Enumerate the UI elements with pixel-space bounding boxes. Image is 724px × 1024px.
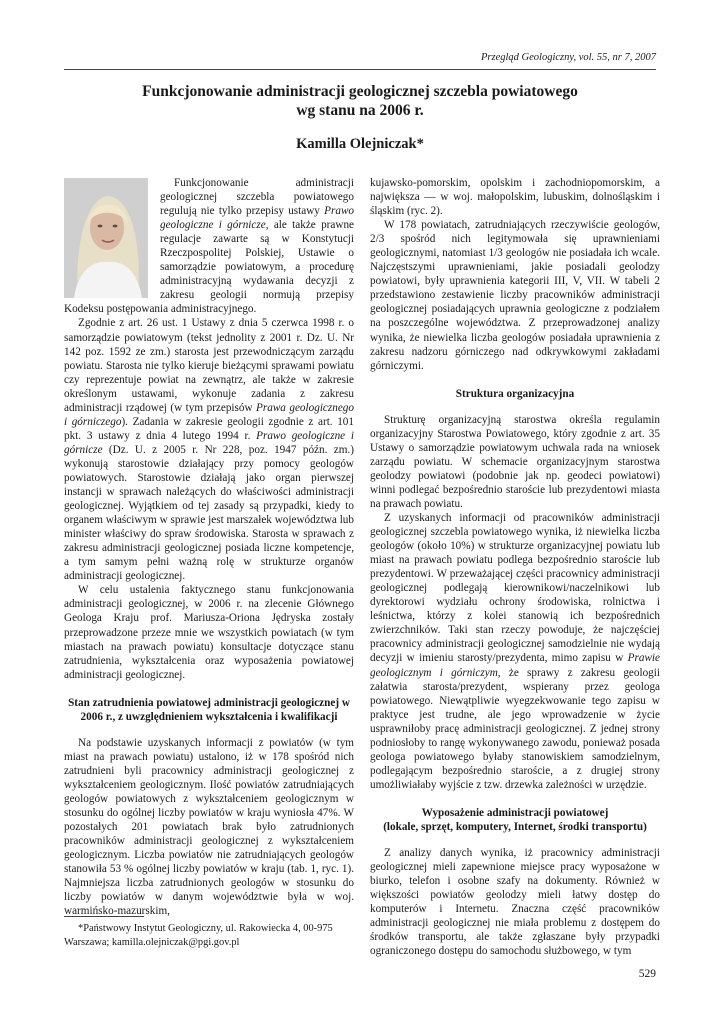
left-column	[64, 176, 354, 918]
paragraph: Na podstawie uzyskanych informacji z powiatów (w tym miast na prawach powiatu) ustalono, iż w 178 spośród nich zatrudnieni byli pracownicy administracji geologicznej z wykształceniem geologicznym. Ilość powiatów zatrudniających geologów powiatowych z wykształceniem geologicznym w stosunku do ogólnej liczby powiatów w kraju wyniosła 47%. W pozostałych 201 powiatach brak było zatrudnionych pracowników administracji geologicznej z wykształceniem geologicznym. Liczba powiatów nie zatrudniających geologów stanowiła 53 % ogólnej liczby powiatów w kraju (tab. 1, ryc. 1). Najmniejsza liczba zatrudnionych geologów w stosunku do liczby powiatów w danym województwie była w woj. warmińsko-mazurskim,	[64, 736, 354, 918]
section-heading-line-1: Wyposażenie administracji powiatowej	[421, 806, 609, 819]
law-title: Prawo geologiczne i górnicze	[64, 429, 354, 456]
law-title: Prawo geologiczne i górnicze	[160, 205, 354, 232]
paragraph-text: Funkcjonowanie administracji geologicznej szczebla powiatowego regulują nie tylko przepisy ustawy	[160, 177, 354, 218]
section-heading-structure: Struktura organizacyjna	[455, 387, 575, 400]
paragraph: Strukturę organizacyjną starostwa określa regulamin organizacyjny Starostwa Powiatowego, który zgodnie z art. 35 Ustawy o samorządzie powiatowym uchwala rada na wniosek zarządu powiatu. W schemacie organizacyjnym starostwa geolodzy powiatowi (podobnie jak np. geodeci powiatowi) winni podlegać bezpośrednio staroście lub prezydentowi miasta na prawach powiatu.	[370, 413, 660, 510]
footnote-rule	[64, 916, 144, 917]
section-heading-employment: Stan zatrudnienia powiatowej administracji geologicznej w 2006 r., z uwzględnieniem wykształcenia i kwalifikacji	[68, 696, 350, 723]
paragraph: kujawsko-pomorskim, opolskim i zachodniopomorskim, a największa — w woj. małopolskim, lubuskim, dolnośląskim i śląskim (ryc. 2).	[370, 177, 660, 218]
author-affiliation-footnote: *Państwowy Instytut Geologiczny, ul. Rakowiecka 4, 00-975 Warszawa; kamilla.olejniczak@pgi.gov.pl	[64, 923, 333, 948]
article-title	[64, 82, 656, 120]
title-line-2: wg stanu na 2006 r.	[296, 102, 424, 119]
paragraph-text: , że sprawy z zakresu geologii załatwia starosta/prezydent, wspierany przez geologa powiatowego. Niewątpliwie wyegzekwowanie tego zapisu w praktyce jest trudne, ale jego wprowadzenie w życie usprawniłoby pracę administracji geologicznej. Z jednej strony podniosłoby to rangę wykonywanego zawodu, ponieważ posada geologa powiatowego byłaby stanowiskiem samodzielnym, podlegającym bezpośrednio staroście, a z drugiej strony umożliwiałaby wyjście z tzw. drzewka zależności w urzędzie.	[370, 666, 660, 791]
author-portrait-icon	[64, 178, 148, 298]
paragraph-text: Zgodnie z art. 26 ust. 1 Ustawy z dnia 5 czerwca 1998 r. o samorządzie powiatowym (tekst jednolity z 2001 r. Dz. U. Nr 142 poz. 1592 ze zm.) starosta jest przewodniczącym zarządu powiatu. Starosta nie tylko kieruje bieżącymi sprawami powiatu czy reprezentuje powiat na zewnątrz, ale także w zakresie określonym ustawami, wykonuje zadania z zakresu administracji rządowej (w tym przepisów	[64, 317, 354, 414]
law-title: Prawa geologicznego i górniczego	[64, 401, 354, 428]
paragraph-text: (Dz. U. z 2005 r. Nr 228, poz. 1947 późn. zm.) wykonują starostowie działający przy pomocy geologów powiatowych. Starostowie działają jako organ pierwszej instancji w sprawach należących do właściwości administracji geologicznej. Wyjątkiem od tej zasady są przypadki, kiedy to organem właściwym w sprawie jest marszałek województwa lub minister właściwy do spraw środowiska. Starosta w sprawach z zakresu administracji geologicznej posiada liczne kompetencje, a tym samym pełni ważną rolę w strukturze organów administracji geologicznej.	[64, 443, 354, 583]
right-column	[370, 176, 660, 958]
paragraph-text: Z uzyskanych informacji od pracowników administracji geologicznej szczebla powiatowego wynika, iż niewielka liczba geologów (około 10%) w strukturze organizacyjnej powiatu lub miast na prawach powiatu podlega bezpośrednio staroście lub prezydentowi. W przeważającej części pracownicy administracji geologicznej podlegają kierownikowi/naczelnikowi lub dyrektorowi wydziału ochrony środowiska, rolnictwa i leśnictwa, którzy z kolei stanowią ich bezpośrednich zwierzchników. Taki stan rzeczy powoduje, że najczęściej pracownicy administracji geologicznej samodzielnie nie wydają decyzji w imieniu starosty/prezydenta, mimo zapisu w	[370, 511, 660, 665]
header-rule	[64, 69, 656, 70]
section-heading-equipment	[370, 806, 660, 834]
paragraph-text: ). Zadania w zakresie geologii zgodnie z art. 101 pkt. 3 ustawy z dnia 4 lutego 1994 r.	[64, 415, 354, 442]
law-title: Prawie geologicznym i górniczym	[370, 652, 660, 679]
author-portrait	[64, 178, 148, 298]
paragraph-text: , ale także prawne regulacje zawarte są w Konstytucji Rzeczpospolitej Polskiej, Ustawie o samorządzie powiatowym, a procedurę administracyjną wydawania decyzji z zakresu geologii normują przepisy Kodeksu postępowania administracyjnego.	[64, 219, 354, 316]
author-name: Kamilla Olejniczak*	[296, 136, 424, 152]
paragraph: W 178 powiatach, zatrudniających rzeczywiście geologów, 2/3 spośród nich legitymowała się uprawnieniami geologicznymi, natomiast 1/3 geologów nie posiadała ich wcale. Najczęstszymi uprawnieniami, jakie posiadali geolodzy powiatowi, były uprawnienia kategorii III, V, VII. W tabeli 2 przedstawiono zestawienie liczby pracowników administracji geologicznej posiadających uprawnia geologiczne z podziałem na poszczególne województwa. Z przeprowadzonej analizy wynika, że niewielka liczba geologów posiadała uprawnienia z zakresu nadzoru górniczego nad odkrywkowymi zakładami górniczymi.	[370, 219, 660, 372]
title-line-1: Funkcjonowanie administracji geologicznej szczebla powiatowego	[142, 83, 578, 100]
page-number: 529	[638, 968, 656, 980]
paragraph: Z analizy danych wynika, iż pracownicy administracji geologicznej mieli zapewnione miejsce pracy wyposażone w biurko, telefon i osobne szafy na dokumenty. Również w większości powiatów geolodzy mieli łatwy dostęp do komputerów i Internetu. Znaczna część pracowników administracji geologicznej nie miała problemu z dostępem do środków transportu, ale także zgłaszane były przypadki ograniczonego dostępu do samochodu służbowego, w tym	[370, 846, 660, 958]
journal-header: Przegląd Geologiczny, vol. 55, nr 7, 2007	[481, 52, 656, 63]
paragraph: W celu ustalenia faktycznego stanu funkcjonowania administracji geologicznej, w 2006 r. na zlecenie Głównego Geologa Kraju prof. Mariusza-Oriona Jędryska zostały przeprowadzone przeze mnie we wszystkich powiatach (w tym miastach na prawach powiatu) konsultacje dotyczące stanu zatrudnienia, wykształcenia oraz wyposażenia powiatowej administracji geologicznej.	[64, 584, 354, 681]
section-heading-line-2: (lokale, sprzęt, komputery, Internet, środki transportu)	[383, 820, 647, 833]
